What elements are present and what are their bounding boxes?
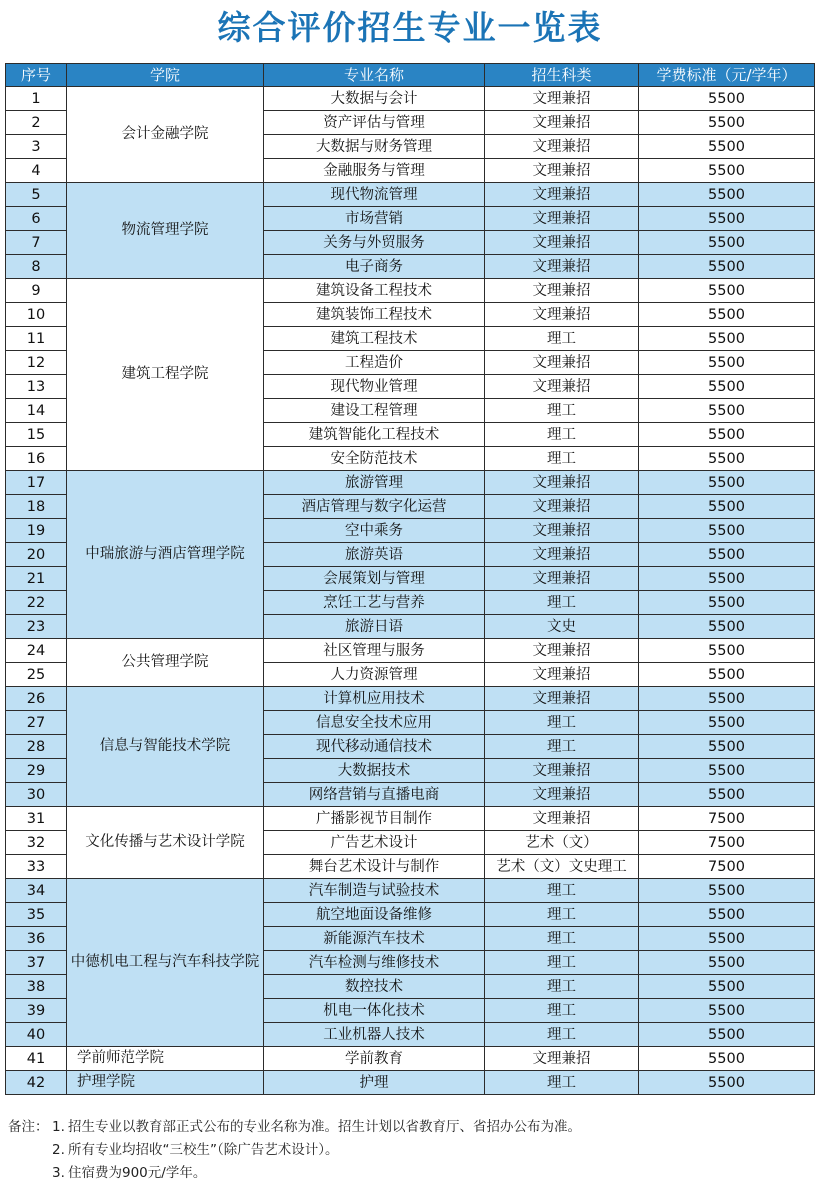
enroll-category: 理工 <box>485 951 639 975</box>
tuition-fee: 5500 <box>639 399 815 423</box>
college-name: 护理学院 <box>67 1071 264 1095</box>
tuition-fee: 5500 <box>639 639 815 663</box>
tuition-fee: 5500 <box>639 183 815 207</box>
college-name: 中瑞旅游与酒店管理学院 <box>67 471 264 639</box>
row-index: 27 <box>6 711 67 735</box>
major-name: 现代物流管理 <box>264 183 485 207</box>
tuition-fee: 5500 <box>639 783 815 807</box>
majors-table <box>5 63 815 1095</box>
major-name: 关务与外贸服务 <box>264 231 485 255</box>
major-name: 新能源汽车技术 <box>264 927 485 951</box>
major-name: 人力资源管理 <box>264 663 485 687</box>
row-index: 5 <box>6 183 67 207</box>
major-name: 大数据与财务管理 <box>264 135 485 159</box>
major-name: 工业机器人技术 <box>264 1023 485 1047</box>
header-college: 学院 <box>67 64 264 87</box>
major-name: 汽车制造与试验技术 <box>264 879 485 903</box>
tuition-fee: 5500 <box>639 663 815 687</box>
major-name: 计算机应用技术 <box>264 687 485 711</box>
enroll-category: 理工 <box>485 327 639 351</box>
tuition-fee: 5500 <box>639 615 815 639</box>
row-index: 20 <box>6 543 67 567</box>
college-name: 公共管理学院 <box>67 639 264 687</box>
enroll-category: 理工 <box>485 735 639 759</box>
row-index: 30 <box>6 783 67 807</box>
major-name: 电子商务 <box>264 255 485 279</box>
tuition-fee: 5500 <box>639 951 815 975</box>
header-index: 序号 <box>6 64 67 87</box>
note-number: 3. <box>52 1165 65 1181</box>
row-index: 32 <box>6 831 67 855</box>
major-name: 建筑装饰工程技术 <box>264 303 485 327</box>
row-index: 35 <box>6 903 67 927</box>
header-major: 专业名称 <box>264 64 485 87</box>
row-index: 41 <box>6 1047 67 1071</box>
major-name: 机电一体化技术 <box>264 999 485 1023</box>
table-row <box>6 807 815 831</box>
tuition-fee: 5500 <box>639 975 815 999</box>
table-row <box>6 183 815 207</box>
row-index: 9 <box>6 279 67 303</box>
row-index: 26 <box>6 687 67 711</box>
enroll-category: 艺术（文） <box>485 831 639 855</box>
enroll-category: 理工 <box>485 927 639 951</box>
major-name: 护理 <box>264 1071 485 1095</box>
major-name: 工程造价 <box>264 351 485 375</box>
note-line <box>8 1162 813 1185</box>
row-index: 28 <box>6 735 67 759</box>
enroll-category: 文理兼招 <box>485 255 639 279</box>
table-header-row <box>6 64 815 87</box>
enroll-category: 文理兼招 <box>485 495 639 519</box>
major-name: 会展策划与管理 <box>264 567 485 591</box>
tuition-fee: 5500 <box>639 927 815 951</box>
row-index: 24 <box>6 639 67 663</box>
major-name: 大数据与会计 <box>264 87 485 111</box>
enroll-category: 文理兼招 <box>485 351 639 375</box>
row-index: 1 <box>6 87 67 111</box>
tuition-fee: 5500 <box>639 135 815 159</box>
table-row <box>6 471 815 495</box>
row-index: 16 <box>6 447 67 471</box>
major-name: 现代物业管理 <box>264 375 485 399</box>
major-name: 社区管理与服务 <box>264 639 485 663</box>
major-name: 建筑工程技术 <box>264 327 485 351</box>
enroll-category: 文理兼招 <box>485 759 639 783</box>
tuition-fee: 5500 <box>639 327 815 351</box>
major-name: 烹饪工艺与营养 <box>264 591 485 615</box>
row-index: 23 <box>6 615 67 639</box>
major-name: 金融服务与管理 <box>264 159 485 183</box>
tuition-fee: 5500 <box>639 903 815 927</box>
tuition-fee: 5500 <box>639 591 815 615</box>
tuition-fee: 5500 <box>639 1071 815 1095</box>
row-index: 17 <box>6 471 67 495</box>
enroll-category: 文理兼招 <box>485 207 639 231</box>
enroll-category: 文理兼招 <box>485 279 639 303</box>
enroll-category: 理工 <box>485 423 639 447</box>
enroll-category: 理工 <box>485 975 639 999</box>
tuition-fee: 5500 <box>639 1023 815 1047</box>
enroll-category: 文理兼招 <box>485 183 639 207</box>
table-row <box>6 687 815 711</box>
major-name: 汽车检测与维修技术 <box>264 951 485 975</box>
table-row <box>6 279 815 303</box>
row-index: 21 <box>6 567 67 591</box>
enroll-category: 文理兼招 <box>485 111 639 135</box>
enroll-category: 文理兼招 <box>485 783 639 807</box>
enroll-category: 文理兼招 <box>485 135 639 159</box>
note-number: 1. <box>52 1119 65 1135</box>
note-text: 所有专业均招收“三校生”（除广告艺术设计）。 <box>68 1142 339 1158</box>
major-name: 旅游管理 <box>264 471 485 495</box>
college-name: 会计金融学院 <box>67 87 264 183</box>
note-text: 招生专业以教育部正式公布的专业名称为准。招生计划以省教育厅、省招办公布为准。 <box>68 1119 581 1135</box>
tuition-fee: 5500 <box>639 567 815 591</box>
row-index: 8 <box>6 255 67 279</box>
enroll-category: 理工 <box>485 1023 639 1047</box>
enroll-category: 艺术（文）文史理工 <box>485 855 639 879</box>
row-index: 11 <box>6 327 67 351</box>
row-index: 7 <box>6 231 67 255</box>
major-name: 广告艺术设计 <box>264 831 485 855</box>
major-name: 酒店管理与数字化运营 <box>264 495 485 519</box>
major-name: 资产评估与管理 <box>264 111 485 135</box>
row-index: 42 <box>6 1071 67 1095</box>
enroll-category: 文理兼招 <box>485 687 639 711</box>
enroll-category: 理工 <box>485 879 639 903</box>
tuition-fee: 5500 <box>639 87 815 111</box>
tuition-fee: 5500 <box>639 519 815 543</box>
tuition-fee: 5500 <box>639 471 815 495</box>
row-index: 34 <box>6 879 67 903</box>
tuition-fee: 5500 <box>639 687 815 711</box>
tuition-fee: 5500 <box>639 111 815 135</box>
tuition-fee: 5500 <box>639 255 815 279</box>
enroll-category: 文理兼招 <box>485 303 639 327</box>
college-name: 物流管理学院 <box>67 183 264 279</box>
major-name: 网络营销与直播电商 <box>264 783 485 807</box>
tuition-fee: 5500 <box>639 543 815 567</box>
enroll-category: 文理兼招 <box>485 543 639 567</box>
row-index: 10 <box>6 303 67 327</box>
row-index: 37 <box>6 951 67 975</box>
tuition-fee: 7500 <box>639 855 815 879</box>
major-name: 航空地面设备维修 <box>264 903 485 927</box>
row-index: 4 <box>6 159 67 183</box>
row-index: 31 <box>6 807 67 831</box>
college-name: 信息与智能技术学院 <box>67 687 264 807</box>
tuition-fee: 5500 <box>639 375 815 399</box>
major-name: 舞台艺术设计与制作 <box>264 855 485 879</box>
enroll-category: 文理兼招 <box>485 567 639 591</box>
tuition-fee: 5500 <box>639 999 815 1023</box>
major-name: 旅游日语 <box>264 615 485 639</box>
row-index: 36 <box>6 927 67 951</box>
row-index: 19 <box>6 519 67 543</box>
row-index: 18 <box>6 495 67 519</box>
enroll-category: 理工 <box>485 711 639 735</box>
row-index: 15 <box>6 423 67 447</box>
major-name: 大数据技术 <box>264 759 485 783</box>
row-index: 13 <box>6 375 67 399</box>
table-row <box>6 1071 815 1095</box>
tuition-fee: 5500 <box>639 159 815 183</box>
major-name: 现代移动通信技术 <box>264 735 485 759</box>
enroll-category: 理工 <box>485 999 639 1023</box>
tuition-fee: 5500 <box>639 1047 815 1071</box>
enroll-category: 文理兼招 <box>485 519 639 543</box>
college-name: 中德机电工程与汽车科技学院 <box>67 879 264 1047</box>
table-row <box>6 87 815 111</box>
major-name: 建设工程管理 <box>264 399 485 423</box>
page-title: 综合评价招生专业一览表 <box>217 8 603 47</box>
enroll-category: 文理兼招 <box>485 471 639 495</box>
tuition-fee: 5500 <box>639 207 815 231</box>
row-index: 25 <box>6 663 67 687</box>
note-line <box>8 1116 813 1139</box>
row-index: 22 <box>6 591 67 615</box>
row-index: 39 <box>6 999 67 1023</box>
header-fee: 学费标准（元/学年） <box>639 64 815 87</box>
row-index: 12 <box>6 351 67 375</box>
major-name: 旅游英语 <box>264 543 485 567</box>
enroll-category: 文理兼招 <box>485 159 639 183</box>
tuition-fee: 5500 <box>639 279 815 303</box>
tuition-fee: 5500 <box>639 303 815 327</box>
enroll-category: 文理兼招 <box>485 231 639 255</box>
note-number: 2. <box>52 1142 65 1158</box>
row-index: 29 <box>6 759 67 783</box>
enroll-category: 文理兼招 <box>485 87 639 111</box>
major-name: 市场营销 <box>264 207 485 231</box>
enroll-category: 文理兼招 <box>485 639 639 663</box>
row-index: 14 <box>6 399 67 423</box>
major-name: 广播影视节目制作 <box>264 807 485 831</box>
major-name: 信息安全技术应用 <box>264 711 485 735</box>
tuition-fee: 5500 <box>639 735 815 759</box>
table-row <box>6 1047 815 1071</box>
row-index: 2 <box>6 111 67 135</box>
enroll-category: 理工 <box>485 591 639 615</box>
table-row <box>6 639 815 663</box>
note-text: 住宿费为900元/学年。 <box>68 1165 207 1181</box>
enroll-category: 理工 <box>485 903 639 927</box>
enroll-category: 理工 <box>485 399 639 423</box>
row-index: 40 <box>6 1023 67 1047</box>
enroll-category: 文史 <box>485 615 639 639</box>
major-name: 安全防范技术 <box>264 447 485 471</box>
tuition-fee: 5500 <box>639 879 815 903</box>
college-name: 建筑工程学院 <box>67 279 264 471</box>
tuition-fee: 7500 <box>639 831 815 855</box>
major-name: 学前教育 <box>264 1047 485 1071</box>
tuition-fee: 5500 <box>639 423 815 447</box>
table-row <box>6 879 815 903</box>
major-name: 建筑设备工程技术 <box>264 279 485 303</box>
enroll-category: 理工 <box>485 447 639 471</box>
row-index: 38 <box>6 975 67 999</box>
tuition-fee: 5500 <box>639 231 815 255</box>
major-name: 空中乘务 <box>264 519 485 543</box>
header-category: 招生科类 <box>485 64 639 87</box>
tuition-fee: 5500 <box>639 447 815 471</box>
college-name: 学前师范学院 <box>67 1047 264 1071</box>
enroll-category: 文理兼招 <box>485 807 639 831</box>
tuition-fee: 5500 <box>639 711 815 735</box>
enroll-category: 理工 <box>485 1071 639 1095</box>
major-name: 建筑智能化工程技术 <box>264 423 485 447</box>
tuition-fee: 5500 <box>639 351 815 375</box>
college-name: 文化传播与艺术设计学院 <box>67 807 264 879</box>
tuition-fee: 5500 <box>639 759 815 783</box>
notes <box>8 1116 813 1185</box>
major-name: 数控技术 <box>264 975 485 999</box>
tuition-fee: 7500 <box>639 807 815 831</box>
enroll-category: 文理兼招 <box>485 375 639 399</box>
note-line <box>8 1139 813 1162</box>
enroll-category: 文理兼招 <box>485 1047 639 1071</box>
enroll-category: 文理兼招 <box>485 663 639 687</box>
tuition-fee: 5500 <box>639 495 815 519</box>
row-index: 3 <box>6 135 67 159</box>
notes-lead: 备注： <box>8 1119 49 1135</box>
row-index: 33 <box>6 855 67 879</box>
row-index: 6 <box>6 207 67 231</box>
table-body <box>6 87 815 1095</box>
